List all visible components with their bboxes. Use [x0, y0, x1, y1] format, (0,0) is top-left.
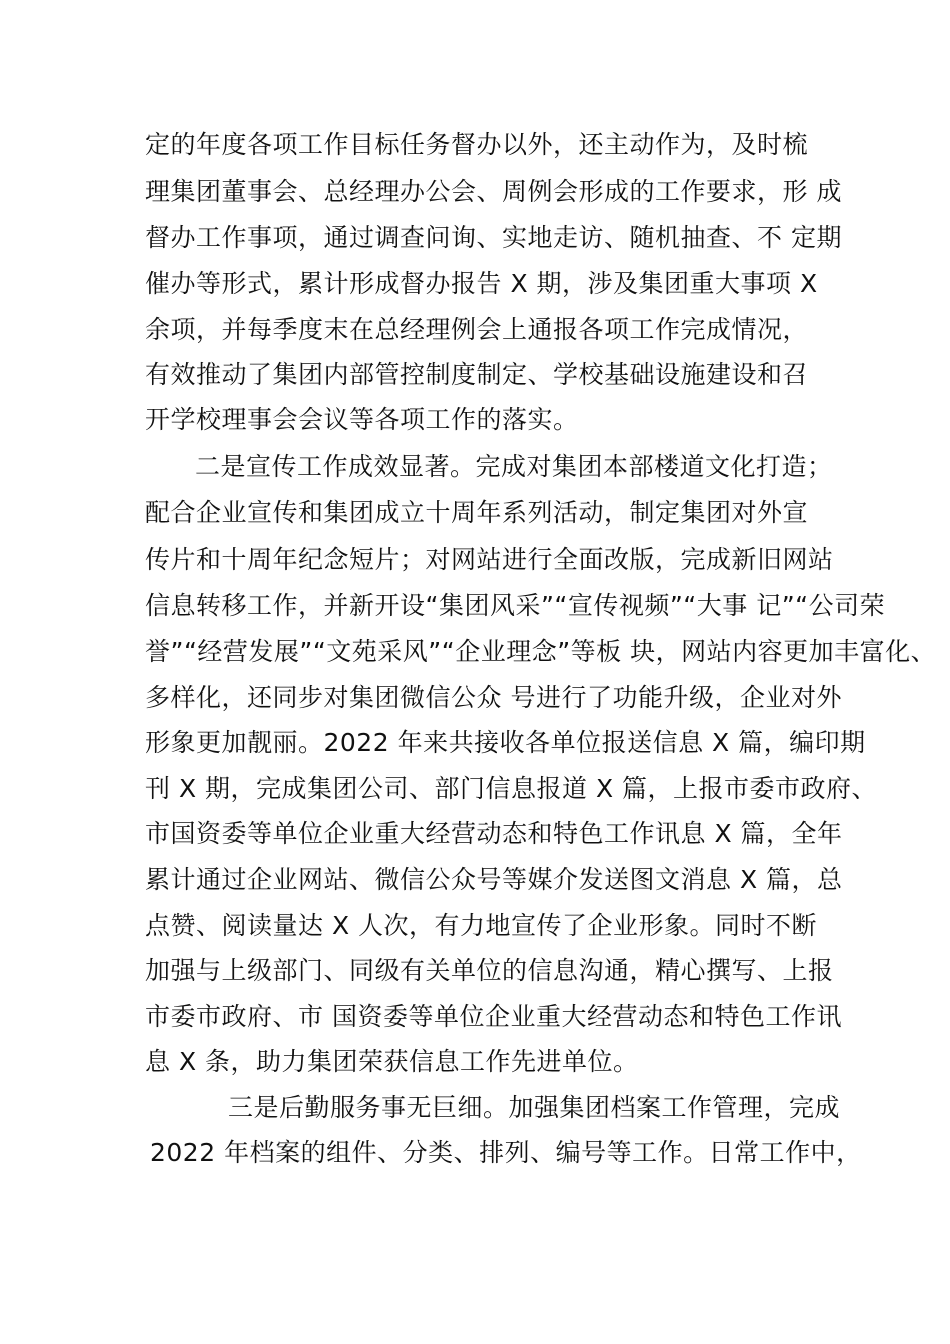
paragraph1-line: 余项，并每季度末在总经理例会上通报各项工作完成情况，	[145, 315, 809, 344]
paragraph3-line: 三是后勤服务事无巨细。加强集团档案工作管理，完成	[228, 1093, 841, 1122]
paragraph1-line: 理集团董事会、总经理办公会、周例会形成的工作要求，形 成	[145, 177, 842, 206]
paragraph2-line: 累计通过企业网站、微信公众号等媒介发送图文消息 X 篇，总	[145, 865, 843, 894]
paragraph2-line: 刊 X 期，完成集团公司、部门信息报道 X 篇，上报市委市政府、	[145, 774, 878, 803]
paragraph2-line: 配合企业宣传和集团成立十周年系列活动，制定集团对外宣	[145, 498, 809, 527]
paragraph3-line: 2022 年档案的组件、分类、排列、编号等工作。日常工作中，	[150, 1138, 862, 1167]
paragraph2-line: 市委市政府、市 国资委等单位企业重大经营动态和特色工作讯	[145, 1002, 842, 1031]
paragraph2-line: 加强与上级部门、同级有关单位的信息沟通，精心撰写、上报	[145, 956, 834, 985]
paragraph2-line: 市国资委等单位企业重大经营动态和特色工作讯息 X 篇，全年	[145, 819, 843, 848]
paragraph2-line: 二是宣传工作成效显著。完成对集团本部楼道文化打造；	[195, 452, 833, 481]
paragraph2-line: 多样化，还同步对集团微信公众 号进行了功能升级，企业对外	[145, 683, 842, 712]
paragraph1-line: 开学校理事会会议等各项工作的落实。	[145, 405, 579, 434]
paragraph2-line: 息 X 条，助力集团荣获信息工作先进单位。	[145, 1047, 639, 1076]
paragraph2-line: 形象更加靓丽。2022 年来共接收各单位报送信息 X 篇，编印期	[145, 728, 866, 757]
paragraph2-line: 誉”“经营发展”“文苑采风”“企业理念”等板 块，网站内容更加丰富化、	[145, 637, 937, 666]
paragraph2-line: 信息转移工作，并新开设“集团风采”“宣传视频”“大事 记”“公司荣	[145, 591, 886, 620]
paragraph1-line: 督办工作事项，通过调查问询、实地走访、随机抽查、不 定期	[145, 223, 842, 252]
paragraph1-line: 定的年度各项工作目标任务督办以外，还主动作为，及时梳	[145, 130, 809, 159]
paragraph2-line: 点赞、阅读量达 X 人次，有力地宣传了企业形象。同时不断	[145, 911, 818, 940]
paragraph1-line: 催办等形式，累计形成督办报告 X 期，涉及集团重大事项 X	[145, 269, 818, 298]
paragraph2-line: 传片和十周年纪念短片；对网站进行全面改版，完成新旧网站	[145, 545, 834, 574]
paragraph1-line: 有效推动了集团内部管控制度制定、学校基础设施建设和召	[145, 360, 809, 389]
